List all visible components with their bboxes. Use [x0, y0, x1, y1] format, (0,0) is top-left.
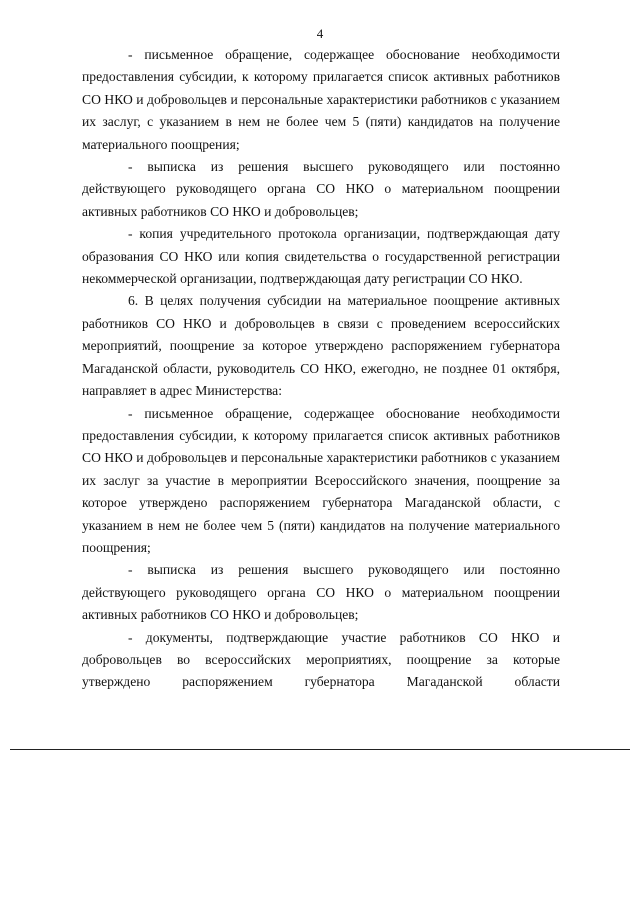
footer-divider: [10, 749, 630, 750]
document-body: [82, 44, 560, 694]
paragraph-6: - выписка из решения высшего руководящего или постоянно действующего руководящего органа СО НКО о материальном поощрении активных работников СО НКО и добровольцев;: [82, 562, 560, 623]
paragraph-1: - письменное обращение, содержащее обоснование необходимости предоставления субсидии, к которому прилагается список активных работников СО НКО и добровольцев и персональные характеристики работников с указанием их заслуг, с указанием в нем не более чем 5 (пяти) кандидатов на получение материального поощрения;: [82, 47, 560, 152]
paragraph-2: - выписка из решения высшего руководящего или постоянно действующего руководящего органа СО НКО о материальном поощрении активных работников СО НКО и добровольцев;: [82, 159, 560, 219]
paragraph-3: - копия учредительного протокола организации, подтверждающая дату образования СО НКО или копия свидетельства о государственной регистрации некоммерческой организации, подтверждающая дату регистрации СО НКО.: [82, 226, 560, 287]
paragraph-7: - документы, подтверждающие участие работников СО НКО и добровольцев во всероссийских мероприятиях, поощрение за которые утверждено распоряжением губернатора Магаданской области: [82, 629, 560, 690]
paragraph-5: - письменное обращение, содержащее обоснование необходимости предоставления субсидии, к которому прилагается список активных работников СО НКО и добровольцев и персональные характеристики работников с указанием их заслуг за участие в мероприятии Всероссийского значения, поощрение за которое утверждено распоряжением губернатора Магаданской области, с указанием в нем не более чем 5 (пяти) кандидатов на получение материального поощрения;: [82, 405, 560, 555]
page-number: 4: [316, 26, 324, 41]
paragraph-4: 6. В целях получения субсидии на материальное поощрение активных работников СО НКО и добровольцев в связи с проведением всероссийских мероприятий, поощрение за которое утверждено распоряжением губернатора Магаданской области, руководитель СО НКО, ежегодно, не позднее 01 октября, направляет в адрес Министерства:: [82, 293, 560, 399]
